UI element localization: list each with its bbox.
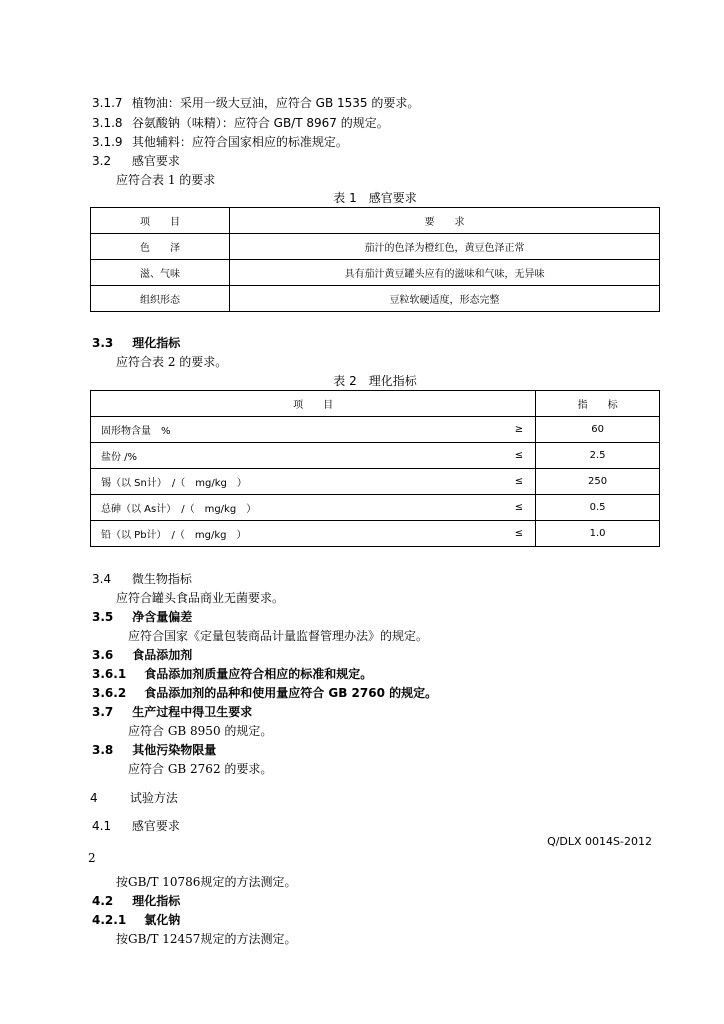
- page-number: 2: [88, 851, 96, 865]
- table2-cell-value: 2.5: [536, 443, 660, 469]
- section-title: 理化指标: [132, 336, 181, 350]
- table2-header-index: 指 标: [536, 391, 660, 417]
- clause-3-1-8: [92, 115, 389, 131]
- table2-cell-value: 1.0: [536, 521, 660, 547]
- table1-cell-req: 茄汁的色泽为橙红色，黄豆色泽正常: [230, 234, 660, 260]
- section-3-8-body: 应符合 GB 2762 的要求。: [128, 762, 273, 776]
- section-3-4-body: 应符合罐头食品商业无菌要求。: [116, 591, 285, 605]
- section-title: 氯化钠: [144, 913, 181, 927]
- table2-cell-value: 60: [536, 417, 660, 443]
- table-row: [91, 286, 660, 312]
- table2-caption: 表 2 理化指标: [333, 374, 417, 388]
- table2-cell-item: 盐份 /%: [91, 443, 474, 469]
- clause-number: 3.6.1: [92, 667, 127, 681]
- section-title: 食品添加剂: [132, 648, 193, 662]
- section-number: 3.5: [92, 610, 114, 624]
- clause-text: 食品添加剂质量应符合相应的标准和规定。: [144, 667, 373, 681]
- table2-cell-symbol: ≥: [473, 417, 536, 443]
- table1-cell-item: 组织形态: [91, 286, 230, 312]
- section-3-4-heading: [92, 571, 192, 587]
- table1-header-row: [91, 208, 660, 234]
- table2-cell-value: 250: [536, 469, 660, 495]
- section-3-5-body: 应符合国家《定量包装商品计量监督管理办法》的规定。: [128, 629, 429, 643]
- table2-cell-item: 总砷（以 As计） /（ mg/kg ）: [91, 495, 474, 521]
- table-row: [91, 495, 660, 521]
- table1-header-item: 项 目: [91, 208, 230, 234]
- clause-text: 其他辅料：应符合国家相应的标准规定。: [131, 135, 348, 149]
- table2-physicochemical: [90, 390, 660, 547]
- clause-text: 植物油：采用一级大豆油，应符合 GB 1535 的要求。: [131, 96, 420, 110]
- section-4-heading: [90, 790, 178, 806]
- table-row: [91, 417, 660, 443]
- section-4-2-1-body: 按GB/T 12457规定的方法测定。: [116, 932, 297, 946]
- section-3-2-body: 应符合表 1 的要求: [116, 173, 216, 187]
- clause-number: 3.1.9: [92, 135, 123, 149]
- section-4-2-heading: [92, 893, 180, 909]
- table2-cell-symbol: ≤: [473, 495, 536, 521]
- document-id: Q/DLX 0014S-2012: [547, 835, 652, 848]
- table2-cell-symbol: ≤: [473, 469, 536, 495]
- table1-cell-item: 滋、气味: [91, 260, 230, 286]
- section-3-2-heading: [92, 153, 180, 169]
- table1-cell-req: 豆粒软硬适度，形态完整: [230, 286, 660, 312]
- table2-cell-item: 锡（以 Sn计） /（ mg/kg ）: [91, 469, 474, 495]
- clause-3-1-7: [92, 95, 419, 111]
- table2-cell-symbol: ≤: [473, 443, 536, 469]
- section-number: 3.8: [92, 743, 114, 757]
- table-row: [91, 469, 660, 495]
- section-title: 其他污染物限量: [132, 743, 217, 757]
- section-title: 生产过程中得卫生要求: [132, 705, 253, 719]
- table2-cell-item: 固形物含量 %: [91, 417, 474, 443]
- section-number: 4: [90, 791, 98, 805]
- section-3-8-heading: [92, 742, 216, 758]
- section-title: 微生物指标: [131, 572, 192, 586]
- section-title: 试验方法: [129, 791, 178, 805]
- table-row: [91, 443, 660, 469]
- section-3-5-heading: [92, 609, 192, 625]
- table1-cell-req: 具有茄汁黄豆罐头应有的滋味和气味，无异味: [230, 260, 660, 286]
- clause-number: 3.6.2: [92, 686, 127, 700]
- section-4-1-heading: [92, 818, 180, 834]
- section-3-3-heading: [92, 335, 180, 351]
- table1-cell-item: 色 泽: [91, 234, 230, 260]
- table-row: [91, 521, 660, 547]
- clause-number: 3.1.7: [92, 96, 123, 110]
- section-4-1-body: 按GB/T 10786规定的方法测定。: [116, 875, 297, 889]
- section-3-3-body: 应符合表 2 的要求。: [116, 355, 228, 369]
- section-number: 3.4: [92, 572, 112, 586]
- clause-3-6-1: [92, 666, 372, 682]
- section-title: 感官要求: [131, 154, 180, 168]
- table2-cell-symbol: ≤: [473, 521, 536, 547]
- table-row: [91, 234, 660, 260]
- section-number: 4.2: [92, 894, 114, 908]
- table-row: [91, 260, 660, 286]
- section-number: 3.6: [92, 648, 114, 662]
- table1-header-req: 要 求: [230, 208, 660, 234]
- table2-cell-item: 铅（以 Pb计） /（ mg/kg ）: [91, 521, 474, 547]
- clause-text: 谷氨酸钠（味精）：应符合 GB/T 8967 的规定。: [131, 116, 389, 130]
- section-number: 3.3: [92, 336, 114, 350]
- section-number: 4.2.1: [92, 913, 127, 927]
- section-title: 净含量偏差: [132, 610, 193, 624]
- section-number: 4.1: [92, 819, 112, 833]
- table2-header-row: [91, 391, 660, 417]
- section-3-7-heading: [92, 704, 252, 720]
- table1-sensory: [90, 207, 660, 312]
- section-3-7-body: 应符合 GB 8950 的规定。: [128, 724, 273, 738]
- section-number: 3.2: [92, 154, 112, 168]
- section-3-6-heading: [92, 647, 192, 663]
- clause-3-1-9: [92, 134, 348, 150]
- section-number: 3.7: [92, 705, 114, 719]
- table1-caption: 表 1 感官要求: [333, 191, 417, 205]
- section-title: 感官要求: [131, 819, 180, 833]
- section-4-2-1-heading: [92, 912, 180, 928]
- table2-header-item: 项 目: [91, 391, 536, 417]
- section-title: 理化指标: [132, 894, 181, 908]
- table2-cell-value: 0.5: [536, 495, 660, 521]
- clause-number: 3.1.8: [92, 116, 123, 130]
- clause-text: 食品添加剂的品种和使用量应符合 GB 2760 的规定。: [144, 686, 438, 700]
- clause-3-6-2: [92, 685, 437, 701]
